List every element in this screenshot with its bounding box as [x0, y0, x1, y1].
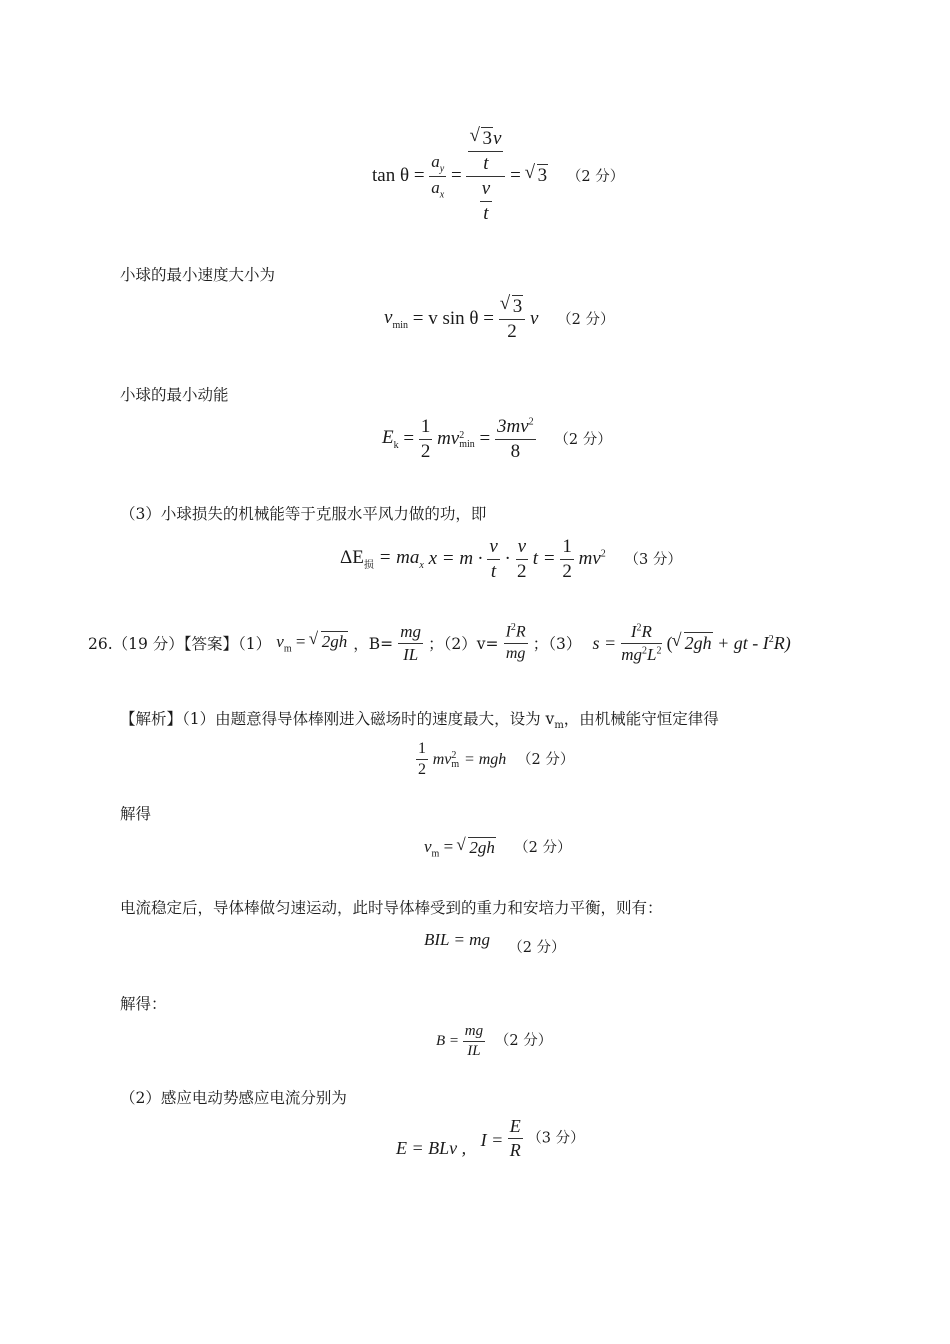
equation-balance: BIL = mg （2 分）	[424, 930, 566, 956]
equation-b: B = $\frac{mg}{IL}$ （2 分）	[436, 1023, 553, 1060]
paragraph-part2: （2）感应电动势感应电流分别为	[120, 1089, 347, 1107]
paragraph-analysis: 【解析】（1）由题意得导体棒刚进入磁场时的速度最大，设为 $v_m$，由机械能守恒定律得	[120, 710, 719, 732]
paragraph-solve-2: 解得：	[120, 995, 167, 1013]
equation-vmin: $v_{min} = v$ sin θ = √ $\frac{3}{2}$ v （2 分）	[384, 296, 615, 343]
equation-emf: E = BLv , I = $\frac{E}{R}$ （3 分）	[396, 1116, 585, 1160]
equation-energy: $\frac{1}{2}$ mv 2 m = mgh （2 分）	[418, 740, 575, 779]
paragraph-steady-current: 电流稳定后，导体棒做匀速运动，此时导体棒受到的重力和安培力平衡，则有：	[120, 899, 663, 917]
equation-delta-e: $\Delta E_损 = ma_x$ x = m · $\frac{v}{t}$ · $\frac{v}{2}$ t = $\frac{1}{2}$ $mv^2$ （3 分）	[340, 536, 682, 582]
equation-ek: $E_k$ = $\frac{1}{2}$ mv 2 min = $\frac{3mv^2}{8}$ （2 分）	[382, 416, 612, 462]
paragraph-min-speed: 小球的最小速度大小为	[120, 266, 276, 284]
equation-vm: $v_m$ = √ 2gh （2 分）	[424, 836, 572, 859]
paragraph-part3: （3）小球损失的机械能等于克服水平风力做的功，即	[120, 505, 487, 523]
paragraph-solve-1: 解得	[120, 805, 152, 823]
equation-tan-theta: tan θ = $\frac{a_y}{a_x}$ = √ $\frac{\frac{3v}{t}}{\frac{v}{t}}$ = √ 3 （2 分）	[372, 128, 624, 224]
question-26-answer: 26.（19 分）【答案】（1） $v_m$ = √ 2gh ，B= $\frac{mg}{IL}$ ；（2）v= $\frac{I^2R}{mg}$ ；（3） s = $\frac{I^2R}{mg^2L^2}$ (√ 2gh + gt - $I^2R$)	[88, 622, 791, 664]
paragraph-min-kinetic: 小球的最小动能	[120, 386, 229, 404]
